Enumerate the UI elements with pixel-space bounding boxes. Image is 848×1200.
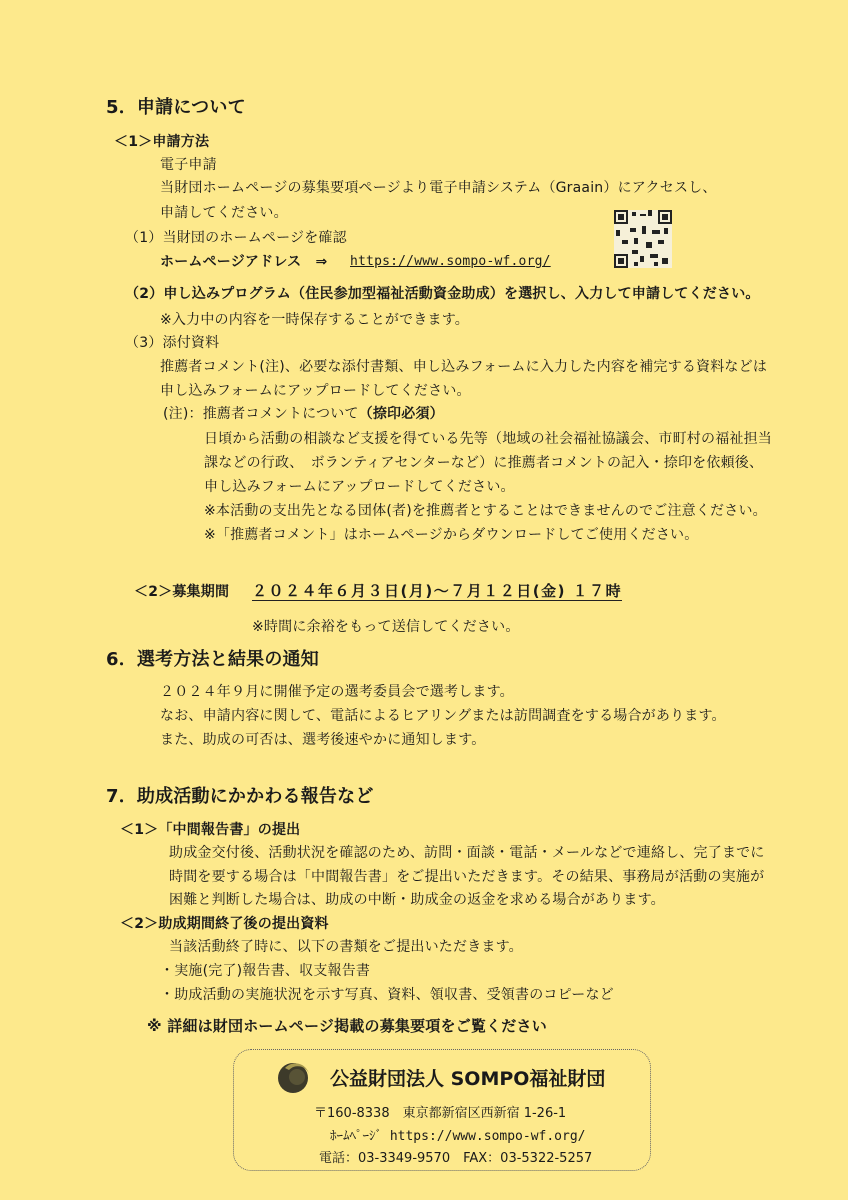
subsection-period: ＜2＞募集期間 [134, 584, 230, 600]
text: 申請してください。 [160, 205, 288, 221]
text: 申し込みフォームにアップロードしてください。 [204, 479, 515, 495]
section-5-title: 5．申請について [106, 97, 246, 118]
subsection-final-report: ＜2＞助成期間終了後の提出資料 [120, 916, 329, 932]
note-head: (注)：推薦者コメントについて [163, 406, 359, 422]
text: 電子申請 [160, 157, 217, 173]
text: ※入力中の内容を一時保存することができます。 [160, 312, 470, 328]
text: 時間を要する場合は「中間報告書」をご提出いただきます。その結果、事務局が活動の実施が [169, 869, 765, 885]
text: 課などの行政、 ボランティアセンターなど）に推薦者コメントの記入・捺印を依頼後、 [204, 455, 764, 471]
text: 助成金交付後、活動状況を確認のため、訪問・面談・電話・メールなどで連絡し、完了までに [169, 845, 765, 861]
subsection-interim-report: ＜1＞「中間報告書」の提出 [120, 822, 301, 838]
application-period: ２０２４年６月３日(月)～７月１２日(金) １７時 [252, 582, 623, 600]
address: 〒160-8338 東京都新宿区西新宿 1-26-1 [314, 1106, 567, 1121]
section-7-title: 7．助成活動にかかわる報告など [106, 786, 374, 807]
phone-fax: 電話：03-3349-9570 FAX：03-5322-5257 [319, 1151, 593, 1166]
text: 日頃から活動の相談など支援を得ている先等（地域の社会福祉協議会、市町村の福祉担当 [204, 431, 772, 447]
text: ※「推薦者コメント」はホームページからダウンロードしてご使用ください。 [204, 527, 699, 543]
section-6-title: 6．選考方法と結果の通知 [106, 649, 319, 670]
text: 困難と判断した場合は、助成の中断・助成金の返金を求める場合があります。 [169, 892, 665, 908]
text: 当該活動終了時に、以下の書類をご提出いただきます。 [169, 939, 523, 955]
text: ※本活動の支出先となる団体(者)を推薦者とすることはできませんのでご注意ください。 [204, 503, 767, 519]
text: ・実施(完了)報告書、収支報告書 [160, 963, 371, 979]
contact-homepage[interactable]: ﾎｰﾑﾍﾟｰｼﾞ https://www.sompo-wf.org/ [330, 1129, 586, 1144]
seal-required: （捺印必須） [358, 406, 444, 422]
text: ２０２４年９月に開催予定の選考委員会で選考します。 [160, 684, 514, 700]
text: ※時間に余裕をもって送信してください。 [252, 619, 520, 635]
step-3: （3）添付資料 [125, 335, 220, 351]
subsection-application-method: ＜1＞申請方法 [114, 134, 210, 150]
organization-name: 公益財団法人 SOMPO福祉財団 [330, 1068, 606, 1090]
footer-note: ※ 詳細は財団ホームページ掲載の募集要項をご覧ください [147, 1017, 547, 1035]
text: 申し込みフォームにアップロードしてください。 [160, 383, 471, 399]
foundation-logo-icon [277, 1060, 311, 1094]
text: また、助成の可否は、選考後速やかに通知します。 [160, 732, 486, 748]
qr-code-icon[interactable] [614, 210, 672, 268]
text: なお、申請内容に関して、電話によるヒアリングまたは訪問調査をする場合があります。 [160, 708, 726, 724]
text: ・助成活動の実施状況を示す写真、資料、領収書、受領書のコピーなど [160, 987, 614, 1003]
step-1: （1）当財団のホームページを確認 [125, 230, 347, 246]
note-heading [163, 405, 444, 423]
text: 推薦者コメント(注)、必要な添付書類、申し込みフォームに入力した内容を補完する資料などは [160, 359, 768, 375]
text: 当財団ホームページの募集要項ページより電子申請システム（Graain）にアクセスし、 [160, 180, 717, 196]
homepage-label: ホームページアドレス ⇒ [160, 254, 328, 270]
homepage-link[interactable]: https://www.sompo-wf.org/ [350, 254, 551, 269]
step-2: （2）申し込みプログラム（住民参加型福祉活動資金助成）を選択し、入力して申請してください。 [125, 286, 760, 302]
